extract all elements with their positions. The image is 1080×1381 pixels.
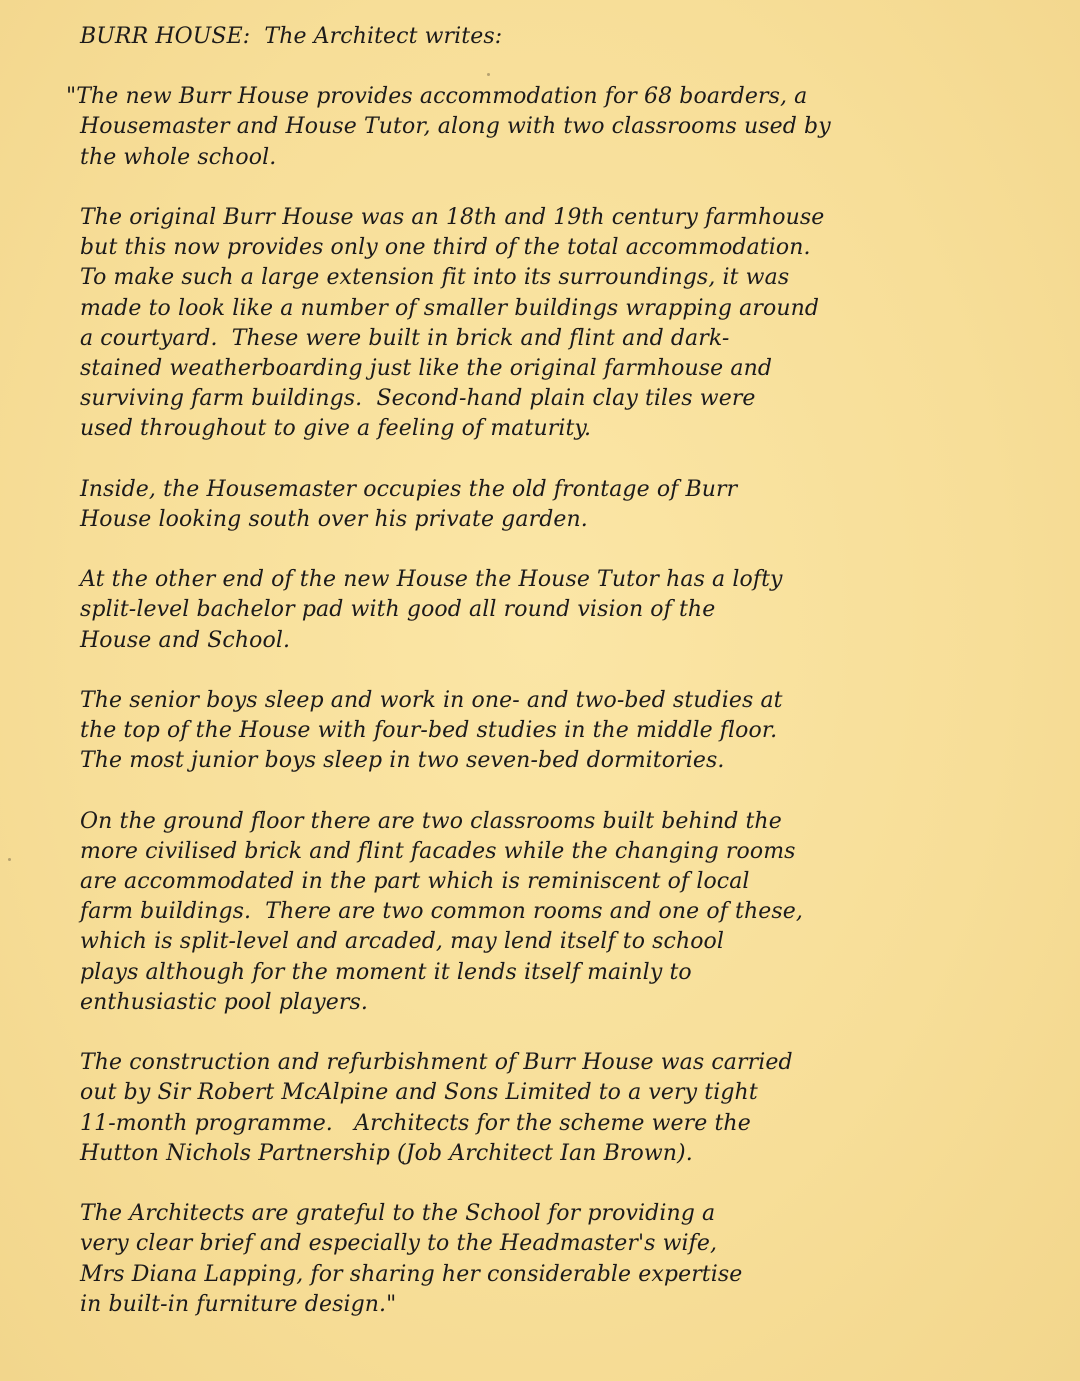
text-line: enthusiastic pool players. (80, 989, 368, 1015)
text-line: the whole school. (80, 144, 277, 170)
document-body (66, 22, 1040, 1350)
text-line: the top of the House with four-bed studies in the middle floor. (80, 718, 778, 744)
text-line: The Architects are grateful to the School for providing a (80, 1201, 716, 1227)
text-line: House looking south over his private garden. (80, 506, 588, 532)
text-line: The original Burr House was an 18th and 19th century farmhouse (80, 204, 825, 230)
text-line: farm buildings. There are two common rooms and one of these, (80, 899, 803, 925)
paragraph-2 (80, 203, 1040, 445)
text-line: which is split-level and arcaded, may lend itself to school (80, 929, 725, 955)
text-line: more civilised brick and flint facades while the changing rooms (80, 838, 796, 864)
paragraph-6 (80, 807, 1040, 1018)
text-line: To make such a large extension fit into its surroundings, it was (80, 265, 790, 291)
text-line: Housemaster and House Tutor, along with two classrooms used by (80, 114, 831, 140)
text-line: out by Sir Robert McAlpine and Sons Limited to a very tight (80, 1080, 758, 1106)
text-line: Mrs Diana Lapping, for sharing her considerable expertise (80, 1261, 743, 1287)
text-line: 11-month programme. Architects for the scheme were the (80, 1110, 751, 1136)
paragraph-3 (80, 475, 1040, 535)
text-line: used throughout to give a feeling of maturity. (80, 416, 592, 442)
text-line: At the other end of the new House the House Tutor has a lofty (80, 567, 783, 593)
text-line: very clear brief and especially to the Headmaster's wife, (80, 1231, 718, 1257)
document-title: BURR HOUSE: The Architect writes: (80, 24, 503, 49)
text-line: made to look like a number of smaller buildings wrapping around (80, 295, 820, 321)
text-line: The construction and refurbishment of Burr House was carried (80, 1050, 793, 1076)
text-line: "The new Burr House provides accommodation for 68 boarders, a (66, 84, 808, 110)
paper-speck (8, 858, 11, 861)
text-line: The senior boys sleep and work in one- and two-bed studies at (80, 687, 783, 713)
paragraph-4 (80, 565, 1040, 656)
text-line: On the ground floor there are two classrooms built behind the (80, 808, 782, 834)
text-line: are accommodated in the part which is reminiscent of local (80, 869, 750, 895)
text-line: in built-in furniture design." (80, 1291, 397, 1317)
paragraph-1 (66, 82, 1040, 173)
text-line: split-level bachelor pad with good all round vision of the (80, 597, 716, 623)
text-line: House and School. (80, 627, 291, 653)
text-line: plays although for the moment it lends itself mainly to (80, 959, 692, 985)
text-line: a courtyard. These were built in brick and flint and dark- (80, 325, 730, 351)
text-line: surviving farm buildings. Second-hand plain clay tiles were (80, 386, 756, 412)
text-line: The most junior boys sleep in two seven-bed dormitories. (80, 748, 725, 774)
text-line: Inside, the Housemaster occupies the old frontage of Burr (80, 476, 738, 502)
text-line: but this now provides only one third of the total accommodation. (80, 235, 811, 261)
text-line: stained weatherboarding just like the original farmhouse and (80, 355, 773, 381)
paragraph-7 (80, 1048, 1040, 1169)
text-line: Hutton Nichols Partnership (Job Architect Ian Brown). (80, 1140, 693, 1166)
paragraph-8 (80, 1199, 1040, 1320)
paragraph-5 (80, 686, 1040, 777)
